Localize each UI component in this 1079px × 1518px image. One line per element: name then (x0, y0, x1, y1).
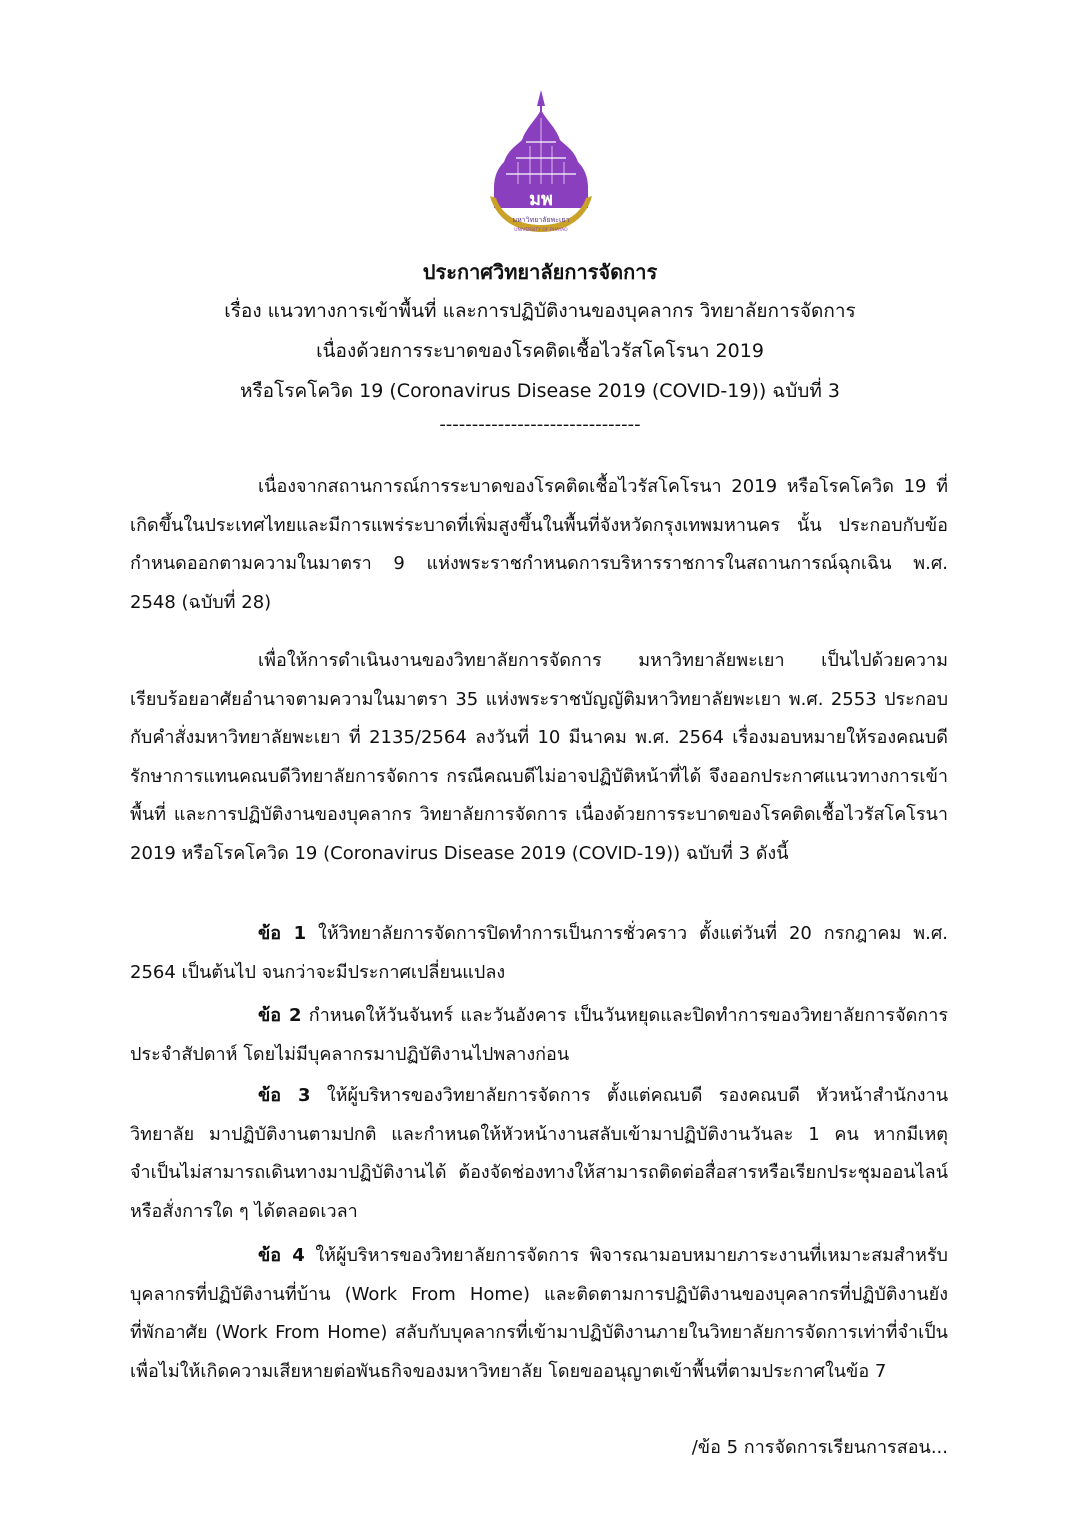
announcement-subject-line2: เนื่องด้วยการระบาดของโรคติดเชื้อไวรัสโคโรนา 2019 (316, 340, 764, 362)
university-logo (486, 88, 596, 238)
logo-ribbon-subtext: UNIVERSITY OF PHAYAO (514, 228, 568, 233)
clause-1 (130, 915, 948, 992)
body-paragraph-1: เนื่องจากสถานการณ์การระบาดของโรคติดเชื้อไวรัสโคโรนา 2019 หรือโรคโควิด 19 ที่เกิดขึ้นในประเทศไทยและมีการแพร่ระบาดที่เพิ่มสูงขึ้นในพื้นที่จังหวัดกรุงเทพมหานคร นั้น ประกอบกับข้อกำหนดออกตามความในมาตรา 9 แห่งพระราชกำหนดการบริหารราชการในสถานการณ์ฉุกเฉิน พ.ศ. 2548 (ฉบับที่ 28) (130, 476, 948, 613)
clause-2-label: ข้อ 2 (258, 1005, 302, 1026)
clause-3-label: ข้อ 3 (258, 1085, 311, 1106)
logo-emblem-text: มพ (529, 189, 553, 210)
header-divider: ------------------------------- (439, 414, 641, 435)
clause-3-text: ให้ผู้บริหารของวิทยาลัยการจัดการ ตั้งแต่คณบดี รองคณบดี หัวหน้าสำนักงานวิทยาลัย มาปฏิบัติงานตามปกติ และกำหนดให้หัวหน้างานสลับเข้ามาปฏิบัติงานวันละ 1 คน หากมีเหตุจำเป็นไม่สามารถเดินทางมาปฏิบัติงานได้ ต้องจัดช่องทางให้สามารถติดต่อสื่อสารหรือเรียกประชุมออนไลน์ หรือสั่งการใด ๆ ได้ตลอดเวลา (130, 1085, 949, 1222)
logo-ribbon-text: มหาวิทยาลัยพะเยา (512, 216, 570, 224)
clause-1-text: ให้วิทยาลัยการจัดการปิดทำการเป็นการชั่วคราว ตั้งแต่วันที่ 20 กรกฎาคม พ.ศ. 2564 เป็นต้นไป จนกว่าจะมีประกาศเปลี่ยนแปลง (130, 923, 948, 983)
page-continuation: /ข้อ 5 การจัดการเรียนการสอน... (691, 1437, 948, 1458)
clause-4-label: ข้อ 4 (258, 1245, 305, 1266)
clause-1-label: ข้อ 1 (258, 923, 307, 944)
announcement-title: ประกาศวิทยาลัยการจัดการ (422, 260, 658, 284)
announcement-subject-line3: หรือโรคโควิด 19 (Coronavirus Disease 2019 (COVID-19)) ฉบับที่ 3 (239, 380, 841, 402)
clause-2-text: กำหนดให้วันจันทร์ และวันอังคาร เป็นวันหยุดและปิดทำการของวิทยาลัยการจัดการประจำสัปดาห์ โดยไม่มีบุคลากรมาปฏิบัติงานไปพลางก่อน (130, 1005, 948, 1065)
announcement-subject-line1: เรื่อง แนวทางการเข้าพื้นที่ และการปฏิบัติงานของบุคลากร วิทยาลัยการจัดการ (224, 300, 856, 322)
clause-2 (130, 997, 948, 1074)
clause-4 (130, 1237, 948, 1391)
clause-4-text: ให้ผู้บริหารของวิทยาลัยการจัดการ พิจารณามอบหมายภาระงานที่เหมาะสมสำหรับบุคลากรที่ปฏิบัติงานที่บ้าน (Work From Home) และติดตามการปฏิบัติงานของบุคลากรที่ปฏิบัติงานยังที่พักอาศัย (Work From Home) สลับกับบุคลากรที่เข้ามาปฏิบัติงานภายในวิทยาลัยการจัดการเท่าที่จำเป็น เพื่อไม่ให้เกิดความเสียหายต่อพันธกิจของมหาวิทยาลัย โดยขออนุญาตเข้าพื้นที่ตามประกาศในข้อ 7 (130, 1245, 948, 1382)
body-paragraph-2: เพื่อให้การดำเนินงานของวิทยาลัยการจัดการ มหาวิทยาลัยพะเยา เป็นไปด้วยความเรียบร้อยอาศัยอำนาจตามความในมาตรา 35 แห่งพระราชบัญญัติมหาวิทยาลัยพะเยา พ.ศ. 2553 ประกอบกับคำสั่งมหาวิทยาลัยพะเยา ที่ 2135/2564 ลงวันที่ 10 มีนาคม พ.ศ. 2564 เรื่องมอบหมายให้รองคณบดี รักษาการแทนคณบดีวิทยาลัยการจัดการ กรณีคณบดีไม่อาจปฏิบัติหน้าที่ได้ จึงออกประกาศแนวทางการเข้าพื้นที่ และการปฏิบัติงานของบุคลากร วิทยาลัยการจัดการ เนื่องด้วยการระบาดของโรคติดเชื้อไวรัสโคโรนา 2019 หรือโรคโควิด 19 (Coronavirus Disease 2019 (COVID-19)) ฉบับที่ 3 ดังนี้ (130, 650, 948, 864)
clause-3 (130, 1077, 948, 1231)
